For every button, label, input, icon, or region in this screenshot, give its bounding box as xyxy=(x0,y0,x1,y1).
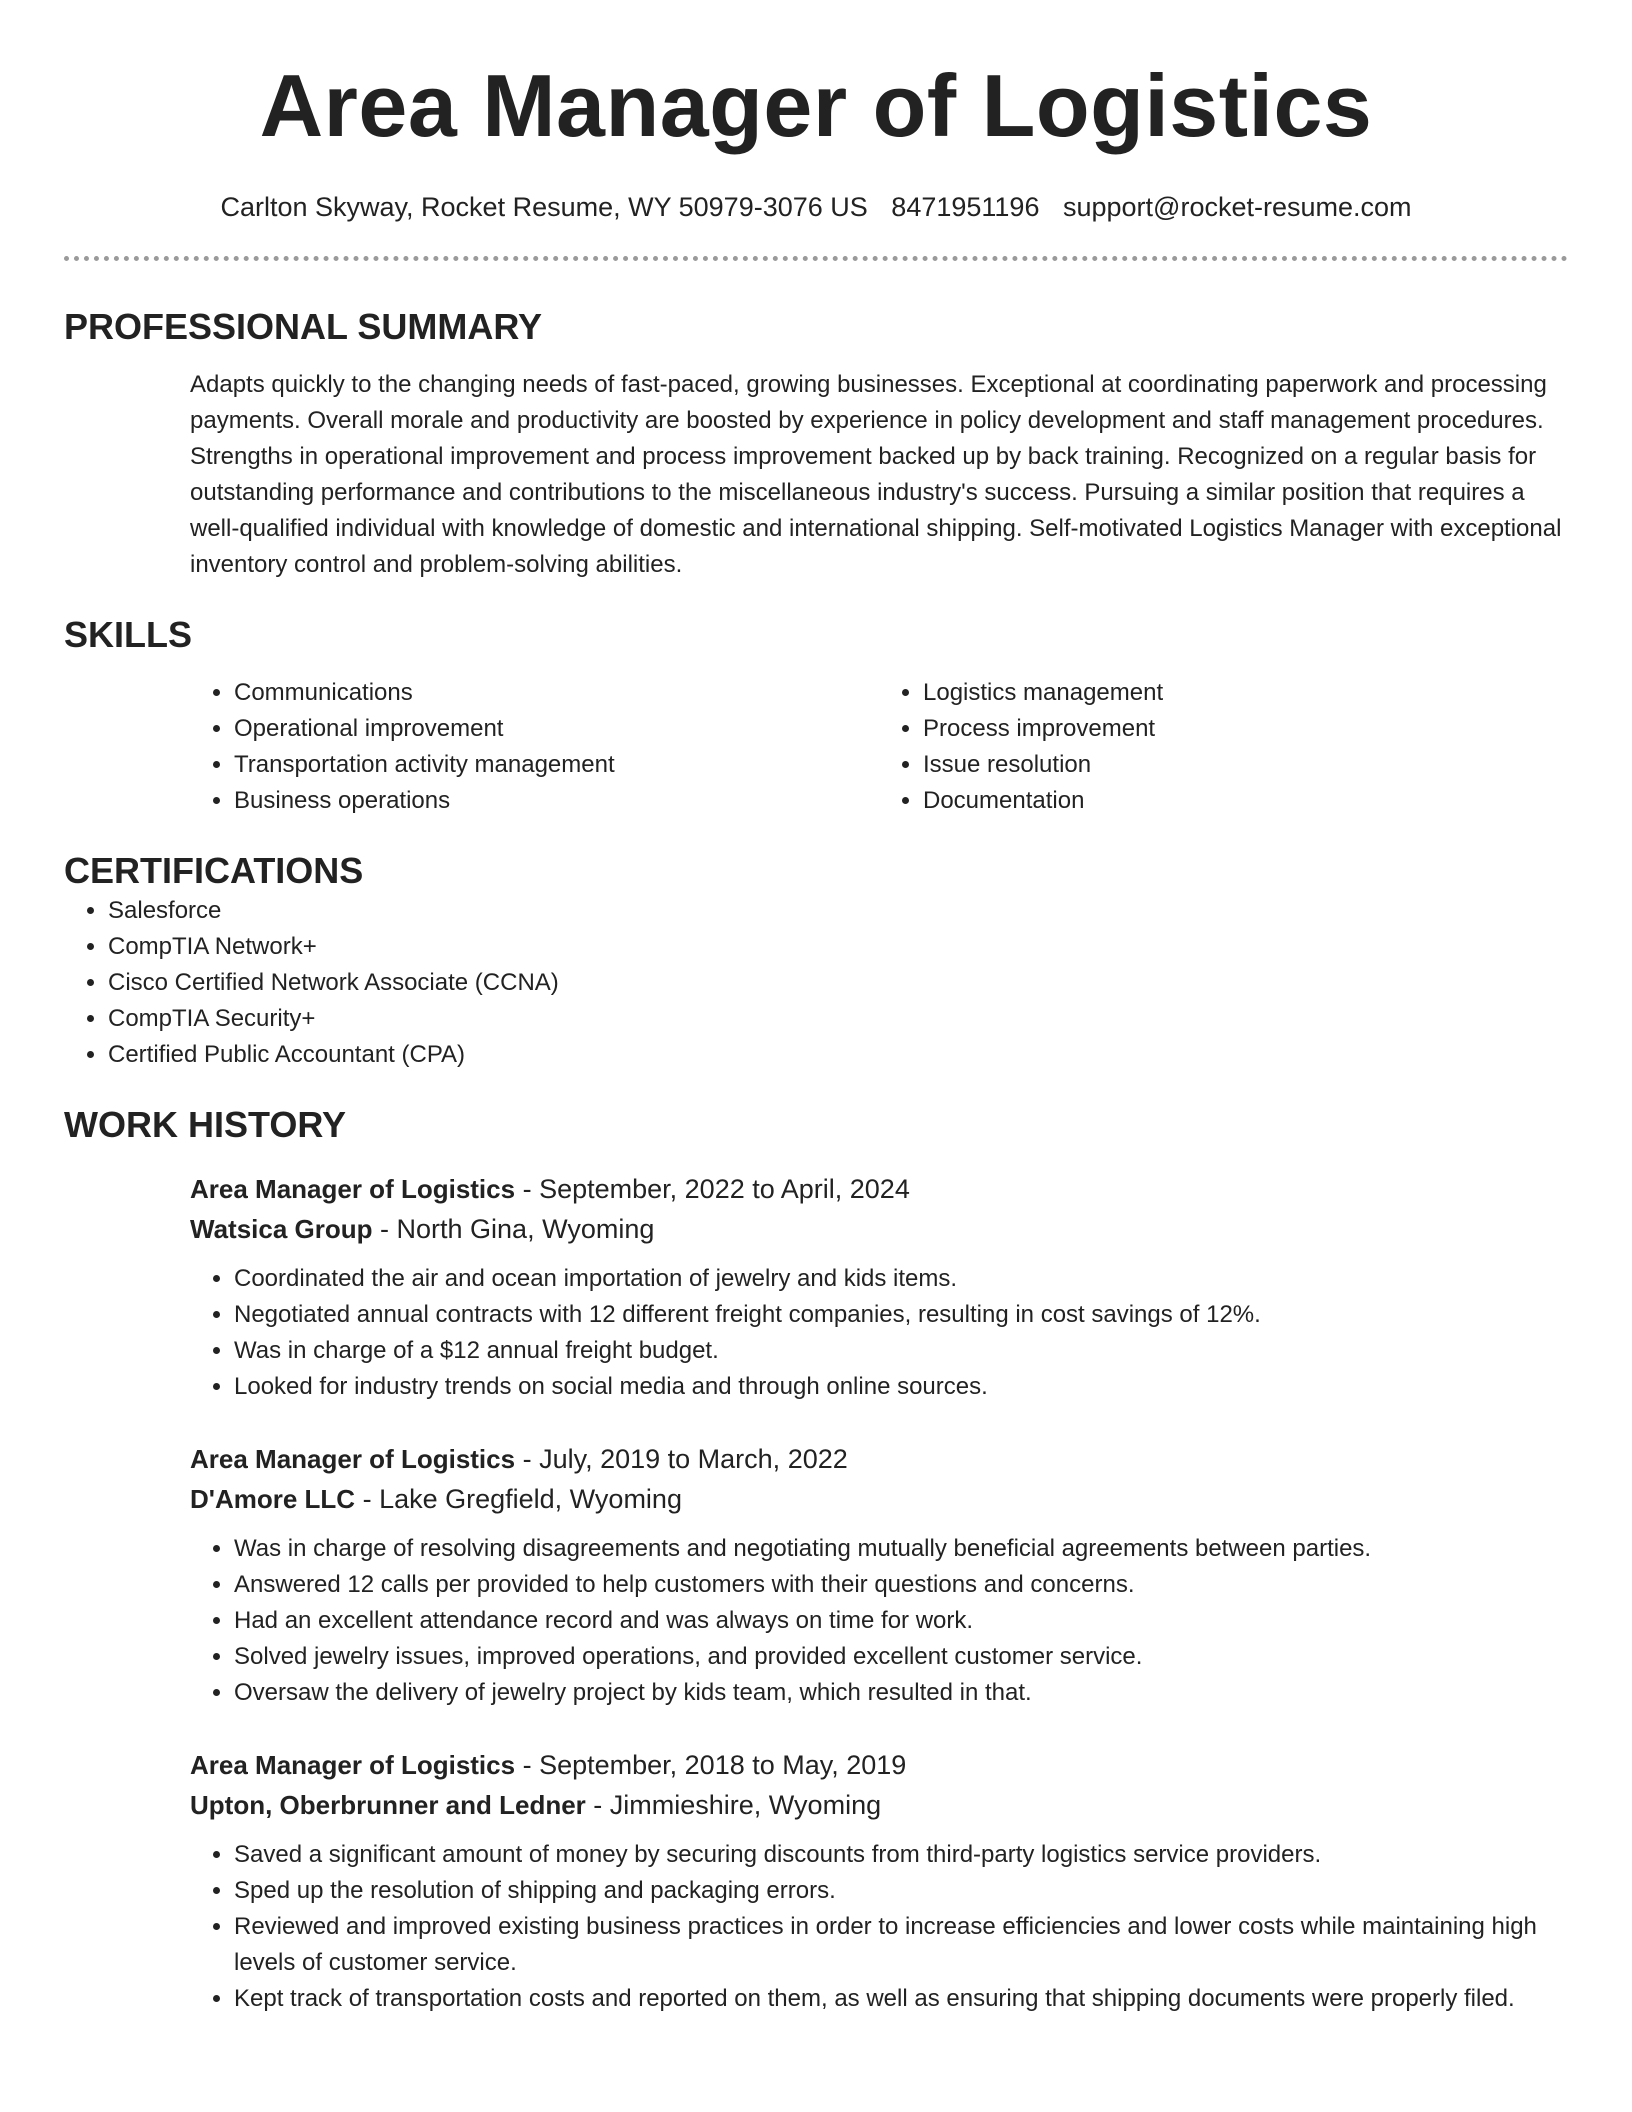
skills-list-left xyxy=(190,675,879,819)
skill-item: • Documentation xyxy=(923,783,1568,819)
job-bullet: • Kept track of transportation costs and reported on them, as well as ensuring that shipping documents were properly filed. xyxy=(234,1981,1568,2017)
job-company-line xyxy=(190,1209,1568,1249)
job-bullets xyxy=(190,1837,1568,2017)
job-bullets xyxy=(190,1531,1568,1711)
job-entry xyxy=(190,1745,1568,2017)
certification-item: • Cisco Certified Network Associate (CCNA) xyxy=(108,965,1568,1001)
skills-list-right xyxy=(879,675,1568,819)
job-location: - Lake Gregfield, Wyoming xyxy=(355,1484,682,1514)
work-history-heading: WORK HISTORY xyxy=(64,1104,347,1145)
job-bullet: • Looked for industry trends on social media and through online sources. xyxy=(234,1369,1568,1405)
skills-columns xyxy=(190,675,1568,819)
job-bullets xyxy=(190,1261,1568,1405)
job-bullet: • Answered 12 calls per provided to help customers with their questions and concerns. xyxy=(234,1567,1568,1603)
certification-item: • Certified Public Accountant (CPA) xyxy=(108,1037,1568,1073)
certifications-section xyxy=(64,849,1568,1073)
job-bullet: • Reviewed and improved existing business practices in order to increase efficiencies and lower costs while maintaining high levels of customer service. xyxy=(234,1909,1568,1981)
certification-item: • Salesforce xyxy=(108,893,1568,929)
job-dates: - September, 2018 to May, 2019 xyxy=(515,1750,907,1780)
summary-section xyxy=(64,305,1568,583)
contact-phone: 8471951196 xyxy=(891,192,1040,222)
contact-email: support@rocket-resume.com xyxy=(1062,192,1412,222)
skills-heading: SKILLS xyxy=(64,614,193,655)
job-entry xyxy=(190,1169,1568,1405)
certifications-heading: CERTIFICATIONS xyxy=(64,850,364,891)
skills-section xyxy=(64,613,1568,819)
job-dates: - July, 2019 to March, 2022 xyxy=(515,1444,848,1474)
job-location: - North Gina, Wyoming xyxy=(372,1214,655,1244)
job-bullet: • Oversaw the delivery of jewelry project by kids team, which resulted in that. xyxy=(234,1675,1568,1711)
job-bullet: • Saved a significant amount of money by securing discounts from third-party logistics service providers. xyxy=(234,1837,1568,1873)
skill-item: • Process improvement xyxy=(923,711,1568,747)
job-dates: - September, 2022 to April, 2024 xyxy=(515,1174,910,1204)
job-title-line xyxy=(190,1745,1568,1785)
job-title: Area Manager of Logistics xyxy=(190,1444,516,1474)
job-company: D'Amore LLC xyxy=(190,1484,356,1514)
contact-line xyxy=(64,190,1568,224)
certification-item: • CompTIA Network+ xyxy=(108,929,1568,965)
job-title: Area Manager of Logistics xyxy=(190,1750,516,1780)
work-history-section xyxy=(64,1103,1568,2017)
skill-item: • Issue resolution xyxy=(923,747,1568,783)
resume-name: Area Manager of Logistics xyxy=(259,56,1373,155)
contact-address: Carlton Skyway, Rocket Resume, WY 50979-3076 US xyxy=(220,192,868,222)
job-title: Area Manager of Logistics xyxy=(190,1174,516,1204)
job-title-line xyxy=(190,1439,1568,1479)
job-company: Upton, Oberbrunner and Ledner xyxy=(190,1790,586,1820)
summary-heading: PROFESSIONAL SUMMARY xyxy=(64,306,543,347)
job-bullet: • Negotiated annual contracts with 12 different freight companies, resulting in cost savings of 12%. xyxy=(234,1297,1568,1333)
job-company-line xyxy=(190,1785,1568,1825)
skill-item: • Logistics management xyxy=(923,675,1568,711)
job-bullet: • Was in charge of resolving disagreements and negotiating mutually beneficial agreements between parties. xyxy=(234,1531,1568,1567)
skill-item: • Business operations xyxy=(234,783,879,819)
skill-item: • Transportation activity management xyxy=(234,747,879,783)
job-company: Watsica Group xyxy=(190,1214,373,1244)
job-location: - Jimmieshire, Wyoming xyxy=(585,1790,882,1820)
skill-item: • Communications xyxy=(234,675,879,711)
header-divider xyxy=(64,256,1568,261)
job-company-line xyxy=(190,1479,1568,1519)
job-bullet: • Solved jewelry issues, improved operations, and provided excellent customer service. xyxy=(234,1639,1568,1675)
job-bullet: • Had an excellent attendance record and was always on time for work. xyxy=(234,1603,1568,1639)
certifications-list xyxy=(64,893,1568,1073)
skill-item: • Operational improvement xyxy=(234,711,879,747)
job-bullet: • Coordinated the air and ocean importation of jewelry and kids items. xyxy=(234,1261,1568,1297)
job-title-line xyxy=(190,1169,1568,1209)
certification-item: • CompTIA Security+ xyxy=(108,1001,1568,1037)
job-entry xyxy=(190,1439,1568,1711)
job-bullet: • Sped up the resolution of shipping and packaging errors. xyxy=(234,1873,1568,1909)
summary-text: Adapts quickly to the changing needs of fast-paced, growing businesses. Exceptional at coordinating paperwork and processing payments. Overall morale and productivity are boosted by experience in policy development and staff management procedures. Strengths in operational improvement and process improvement backed up by back training. Recognized on a regular basis for outstanding performance and contributions to the miscellaneous industry's success. Pursuing a similar position that requires a well-qualified individual with knowledge of domestic and international shipping. Self-motivated Logistics Manager with exceptional inventory control and problem-solving abilities. xyxy=(190,371,1562,578)
job-bullet: • Was in charge of a $12 annual freight budget. xyxy=(234,1333,1568,1369)
